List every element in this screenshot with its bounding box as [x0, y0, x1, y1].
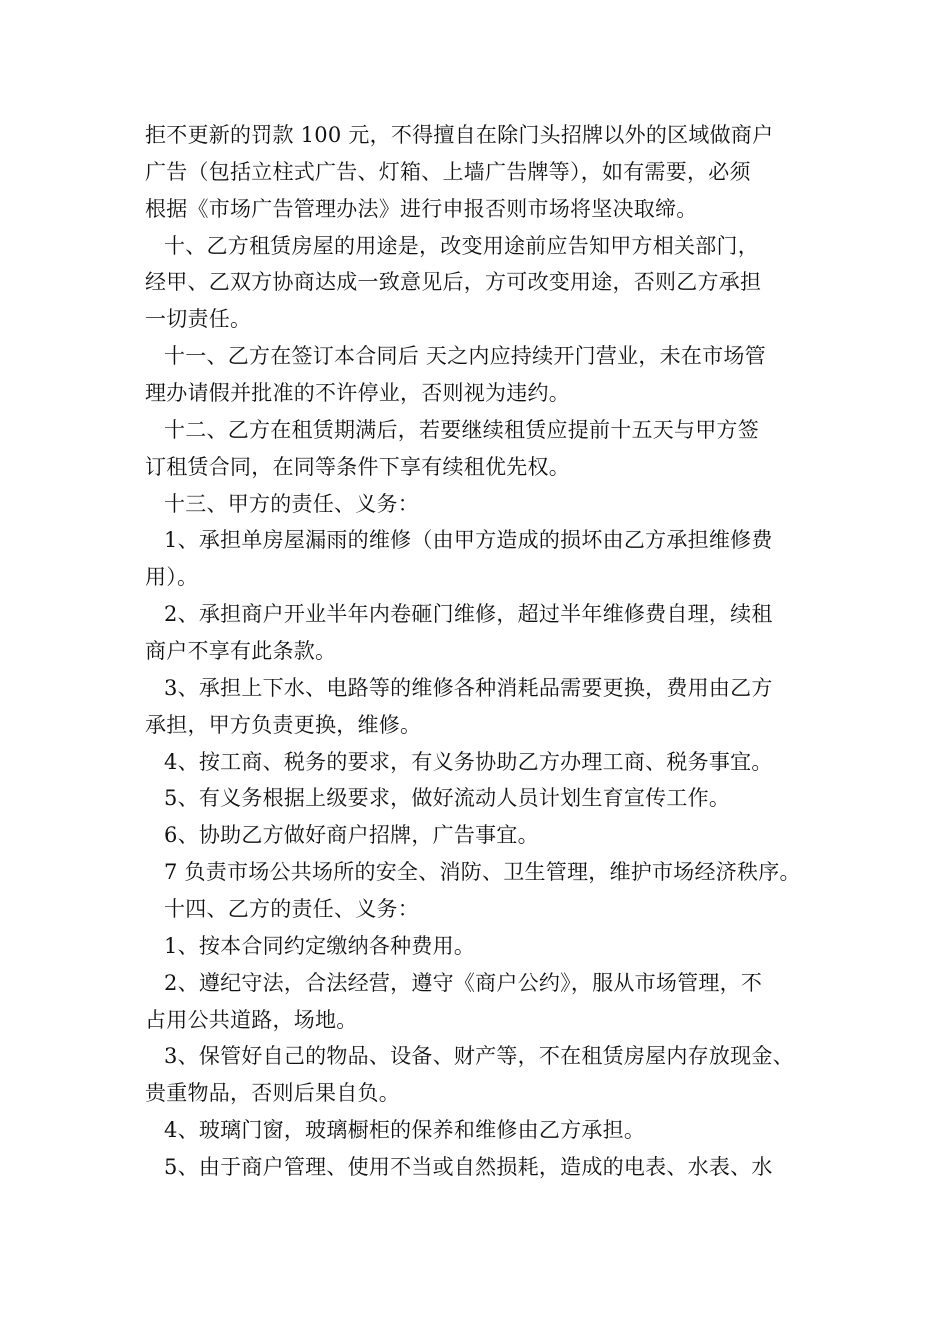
text-line: 承担，甲方负责更换，维修。: [145, 712, 422, 737]
list-item: 2、遵纪守法，合法经营，遵守《商户公约》，服从市场管理，不: [164, 970, 763, 995]
list-item: 5、有义务根据上级要求，做好流动人员计划生育宣传工作。: [164, 786, 731, 811]
list-item: 1、按本合同约定缴纳各种费用。: [164, 933, 476, 958]
text-line: 订租赁合同，在同等条件下享有续租优先权。: [145, 454, 570, 479]
list-item: 3、承担上下水、电路等的维修各种消耗品需要更换，费用由乙方: [164, 675, 773, 700]
text-line: 根据《市场广告管理办法》进行申报否则市场将坚决取缔。: [145, 196, 698, 221]
text-line: 商户不享有此条款。: [145, 639, 337, 664]
clause-11-heading: 十一、乙方在签订本合同后 天之内应持续开门营业，未在市场管: [164, 344, 766, 369]
list-item: 4、玻璃门窗，玻璃橱柜的保养和维修由乙方承担。: [164, 1118, 646, 1143]
text-line: 用）。: [145, 565, 199, 590]
text-line: 理办请假并批准的不许停业，否则视为违约。: [145, 381, 570, 406]
clause-13-heading: 十三、甲方的责任、义务：: [164, 491, 419, 516]
clause-10-heading: 十、乙方租赁房屋的用途是，改变用途前应告知甲方相关部门，: [164, 233, 759, 258]
list-item: 6、协助乙方做好商户招牌，广告事宜。: [164, 823, 539, 848]
list-item: 7 负责市场公共场所的安全、消防、卫生管理，维护市场经济秩序。: [164, 860, 801, 885]
list-item: 5、由于商户管理、使用不当或自然损耗，造成的电表、水表、水: [164, 1155, 773, 1180]
text-line: 广告（包括立柱式广告、灯箱、上墙广告牌等），如有需要，必须: [145, 159, 751, 184]
list-item: 2、承担商户开业半年内卷砸门维修，超过半年维修费自理，续租: [164, 602, 773, 627]
clause-14-heading: 十四、乙方的责任、义务：: [164, 897, 419, 922]
document-body: [145, 117, 825, 1186]
list-item: 4、按工商、税务的要求，有义务协助乙方办理工商、税务事宜。: [164, 749, 773, 774]
text-line: 一切责任。: [145, 307, 252, 332]
text-line: 经甲、乙双方协商达成一致意见后，方可改变用途，否则乙方承担: [145, 270, 762, 295]
clause-12-heading: 十二、乙方在租赁期满后，若要继续租赁应提前十五天与甲方签: [164, 417, 759, 442]
text-line: 占用公共道路，场地。: [145, 1007, 358, 1032]
text-line: 拒不更新的罚款 100 元，不得擅自在除门头招牌以外的区域做商户: [145, 123, 774, 147]
list-item: 3、保管好自己的物品、设备、财产等，不在租赁房屋内存放现金、: [164, 1044, 794, 1069]
list-item: 1、承担单房屋漏雨的维修（由甲方造成的损坏由乙方承担维修费: [164, 528, 773, 553]
text-line: 贵重物品，否则后果自负。: [145, 1081, 400, 1106]
